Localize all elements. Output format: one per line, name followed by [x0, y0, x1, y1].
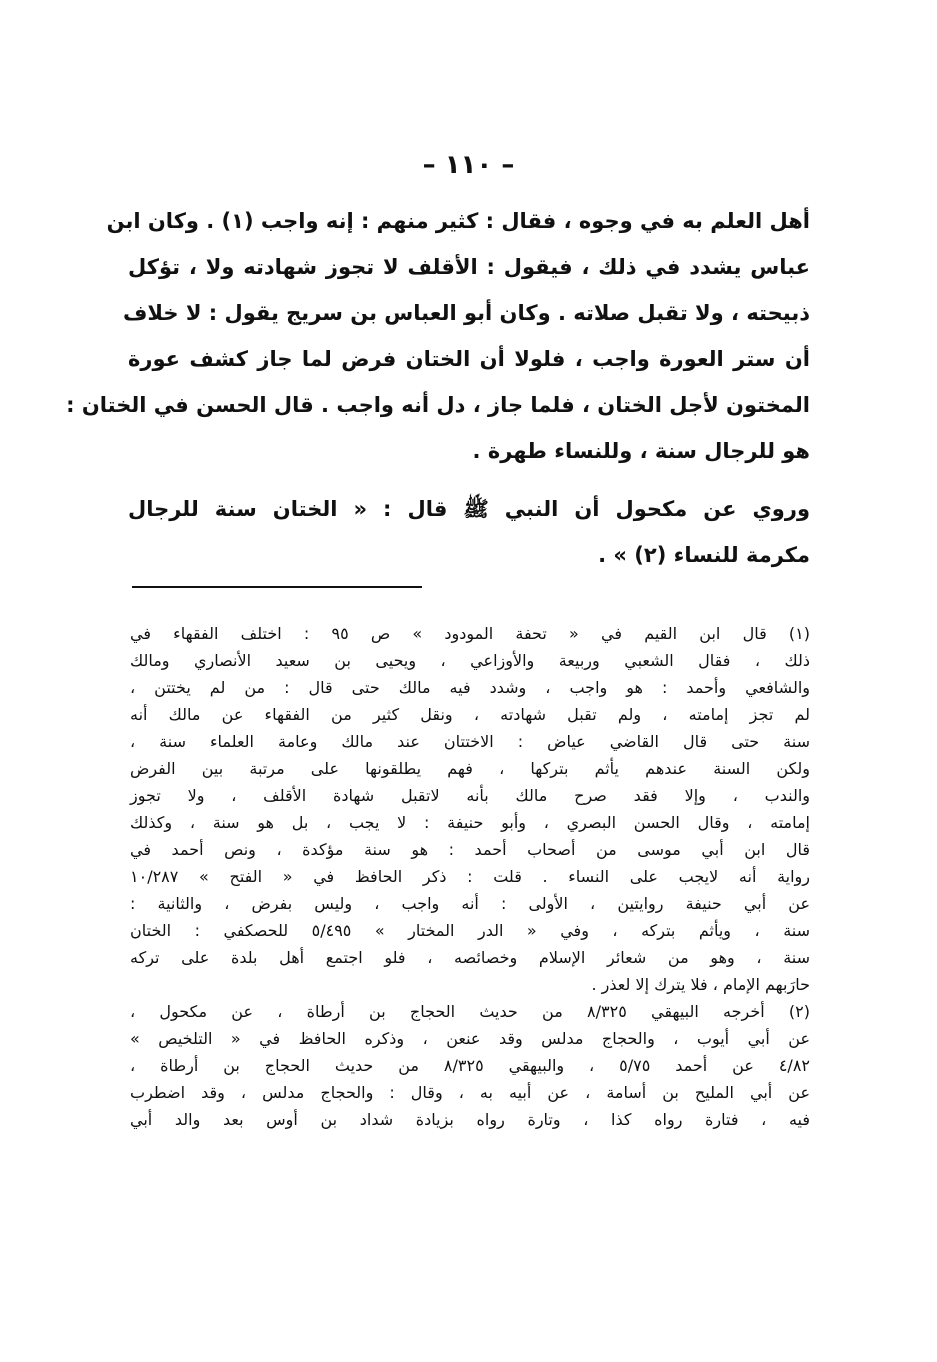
footnote-line: ولكن السنة عندهم يأثم بتركها ، فهم يطلقونها على مرتبة بين الفرض [130, 759, 810, 778]
footnote-line: إمامته ، وقال الحسن البصري ، وأبو حنيفة : لا يجب ، بل هو سنة ، وكذلك [130, 813, 810, 832]
main-text-line: أهل العلم به في وجوه ، فقال : كثير منهم : إنه واجب (١) . وكان ابن [106, 209, 810, 233]
footnote-line: حارَبهم الإمام ، فلا يترك إلا لعذر . [591, 975, 810, 994]
footnote-line: قال ابن أبي موسى من أصحاب أحمد : هو سنة مؤكدة ، ونص أحمد في [130, 840, 810, 859]
hadith-line: وروي عن مكحول أن النبي ﷺ قال : « الختان سنة للرجال [128, 497, 810, 521]
footnote-separator [132, 586, 422, 588]
footnote-line: فيه ، فتارة رواه كذا ، وتارة رواه بزيادة شداد بن أوس بعد والد أبي [130, 1110, 810, 1129]
main-text-line: هو للرجال سنة ، وللنساء طهرة . [472, 439, 810, 463]
footnote-line: سنة ، وهو من شعائر الإسلام وخصائصه ، فلو اجتمع أهل بلدة على تركه [130, 948, 810, 967]
main-text-line: ذبيحته ، ولا تقبل صلاته . وكان أبو العباس بن سريج يقول : لا خلاف [123, 301, 810, 325]
footnote-line: لم تجز إمامته ، ولم تقبل شهادته ، ونقل كثير من الفقهاء عن مالك أنه [130, 705, 810, 724]
footnote-line: سنة حتى قال القاضي عياض : الاختتان عند مالك وعامة العلماء سنة ، [130, 732, 810, 751]
page-number: – ١١٠ – [422, 150, 515, 180]
footnote-line: سنة ، ويأثم بتركه ، وفي « الدر المختار » ٥/٤٩٥ للحصكفي : الختان [130, 921, 811, 940]
footnote-line: ذلك ، فقال الشعبي وربيعة والأوزاعي ، ويحيى بن سعيد الأنصاري ومالك [130, 651, 810, 670]
footnote-line: (١) قال ابن القيم في « تحفة المودود » ص ٩٥ : اختلف الفقهاء في [130, 624, 810, 643]
main-text-line: عباس يشدد في ذلك ، فيقول : الأقلف لا تجوز شهادته ولا ، تؤكل [128, 255, 810, 279]
footnote-line: عن أبي حنيفة روايتين ، الأولى : أنه واجب ، وليس بفرض ، والثانية : [130, 894, 810, 913]
footnotes [130, 620, 810, 1133]
footnote-line: رواية أنه لايجب على النساء . قلت : ذكر الحافظ في « الفتح » ١٠/٢٨٧ [130, 867, 810, 886]
main-text [66, 198, 810, 578]
footnote-line: عن أبي المليح بن أسامة ، عن أبيه به ، وقال : والحجاج مدلس ، وقد اضطرب [130, 1083, 810, 1102]
footnote-line: (٢) أخرجه البيهقي ٨/٣٢٥ من حديث الحجاج بن أرطاة ، عن مكحول ، [130, 1002, 810, 1021]
footnote-line: ٤/٨٢ عن أحمد ٥/٧٥ ، والبيهقي ٨/٣٢٥ من حديث الحجاج بن أرطاة ، [130, 1056, 810, 1075]
hadith-line: مكرمة للنساء (٢) » . [598, 543, 810, 567]
footnote-line: عن أبي أيوب ، والحجاج مدلس وقد عنعن ، وذكره الحافظ في « التلخيص » [130, 1029, 810, 1048]
main-text-line: أن ستر العورة واجب ، فلولا أن الختان فرض لما جاز كشف عورة [128, 347, 810, 371]
main-text-line: المختون لأجل الختان ، فلما جاز ، دل أنه واجب . قال الحسن في الختان : [66, 393, 810, 417]
footnote-line: والندب ، وإلا فقد صرح مالك بأنه لاتقبل شهادة الأقلف ، ولا تجوز [130, 786, 810, 805]
footnote-line: والشافعي وأحمد : هو واجب ، وشدد فيه مالك حتى قال : من لم يختتن ، [130, 678, 810, 697]
